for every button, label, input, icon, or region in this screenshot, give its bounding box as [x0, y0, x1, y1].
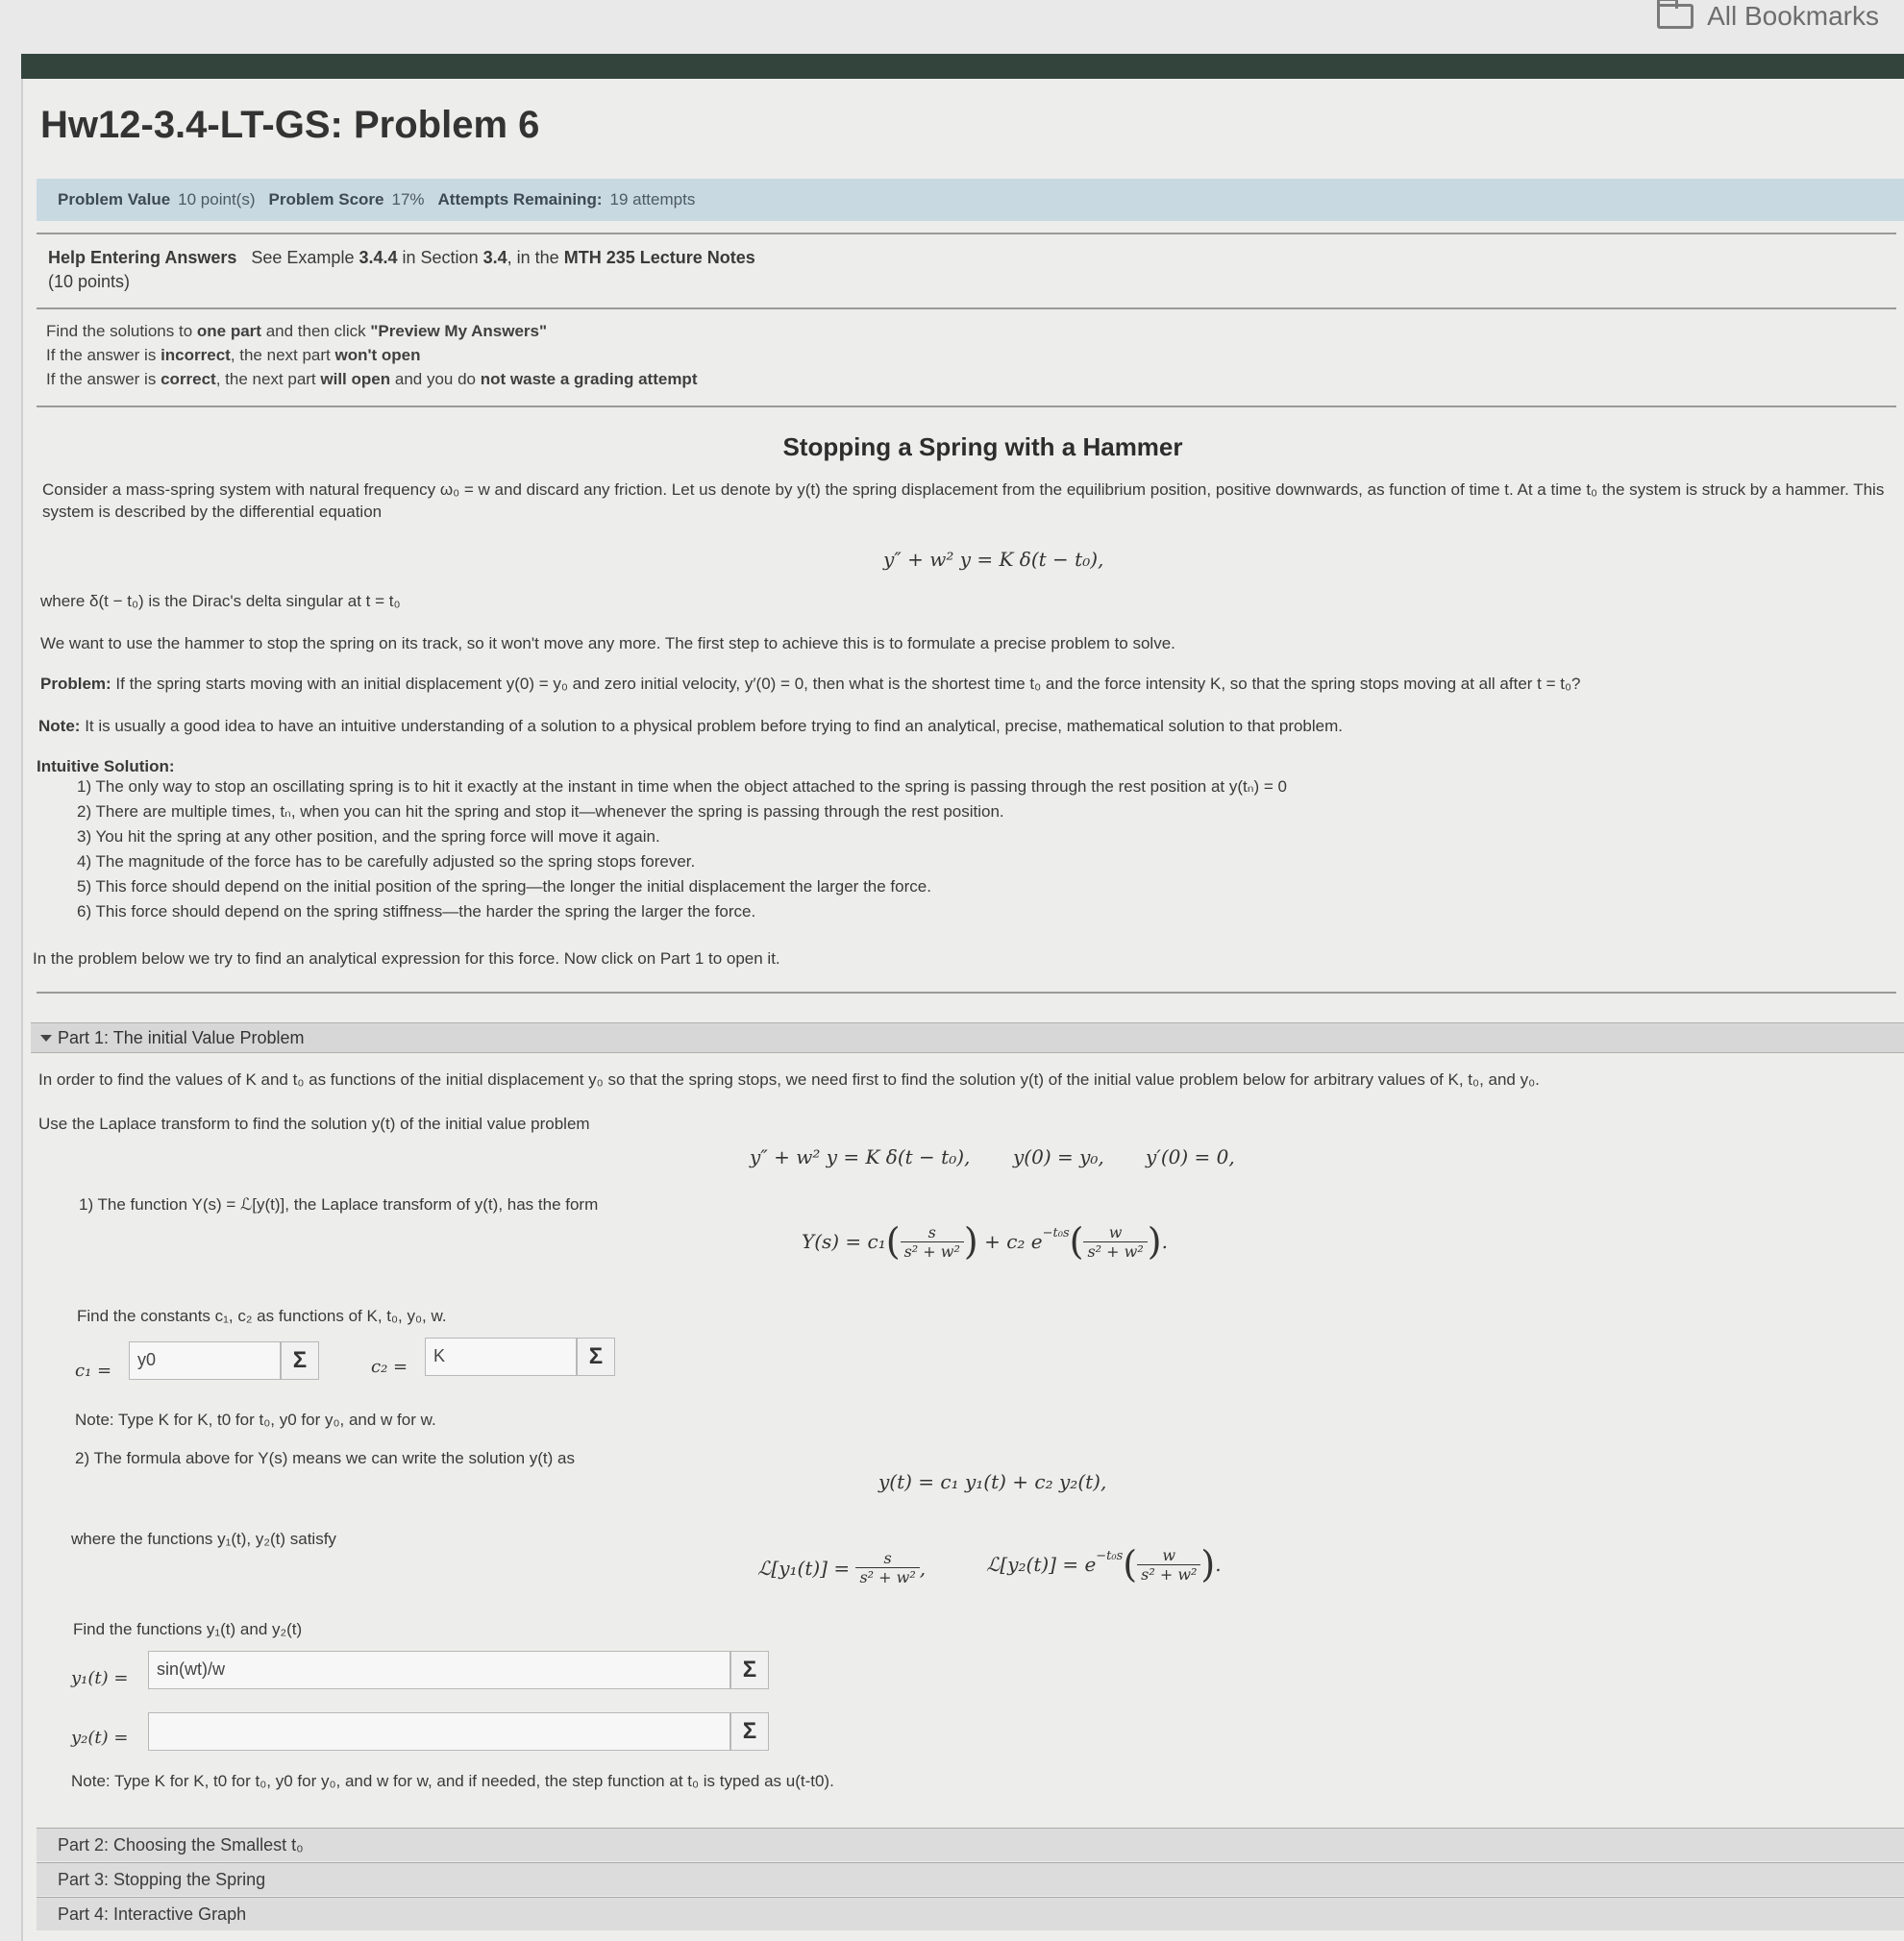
text: ,: [919, 1556, 927, 1580]
y1-equation-editor-button[interactable]: Σ: [730, 1651, 769, 1689]
help-entering-answers-link[interactable]: Help Entering Answers: [48, 248, 237, 267]
c1-label: c₁ =: [75, 1361, 112, 1381]
list-item: 2) There are multiple times, tₙ, when you can hit the spring and stop it—whenever the spring is passing through the rest position.: [77, 802, 1004, 821]
text: .: [1215, 1553, 1222, 1576]
laplace-form-equation: [802, 1220, 1168, 1263]
attempts-label: Attempts Remaining:: [437, 190, 603, 209]
text: Find the solutions to: [46, 322, 193, 340]
y2-input[interactable]: [148, 1712, 730, 1751]
page-title: Hw12-3.4-LT-GS: Problem 6: [40, 104, 540, 146]
laplace-y2-equation: [986, 1543, 1222, 1585]
list-item: 5) This force should depend on the initial position of the spring—the longer the initial displacement the larger the force.: [77, 877, 931, 896]
all-bookmarks-button[interactable]: [1657, 0, 1879, 33]
numerator: w: [1137, 1546, 1200, 1565]
note-type-variables: Note: Type K for K, t0 for t₀, y0 for y₀, and w for w.: [75, 1411, 436, 1429]
ivp-initial-condition-2: y′(0) = 0,: [1146, 1145, 1235, 1168]
denominator: s² + w²: [1087, 1241, 1144, 1261]
score-text: 17%: [391, 190, 425, 209]
paren: ): [1147, 1220, 1162, 1263]
fraction: [855, 1549, 919, 1586]
c1-equation-editor-button[interactable]: Σ: [281, 1341, 319, 1380]
part-3-toggle[interactable]: Part 3: Stopping the Spring: [37, 1862, 1904, 1896]
find-functions-text: Find the functions y₁(t) and y₂(t): [73, 1620, 303, 1638]
find-constants-text: Find the constants c₁, c₂ as functions of K, t₀, y₀, w.: [77, 1307, 447, 1325]
differential-equation: y″ + w² y = K δ(t − t₀),: [883, 548, 1104, 571]
problem-text: If the spring starts moving with an initial displacement y(0) = y₀ and zero initial velocity, y′(0) = 0, then what is the shortest time t₀ and the force intensity K, so that the spring stops moving at all after t = t₀?: [115, 675, 1581, 693]
c1-input[interactable]: y0: [129, 1341, 281, 1380]
y1-input[interactable]: sin(wt)/w: [148, 1651, 730, 1689]
intro-paragraph: Consider a mass-spring system with natural frequency ω₀ = w and discard any friction. Let us denote by y(t) the spring displacement from the equilibrium position, positive downwards, as function of time t. At a time t₀ the system is struck by a hammer. This system is described by the differential equation: [42, 480, 1885, 521]
intuitive-list: [77, 774, 1287, 924]
exponent: −t₀s: [1096, 1548, 1124, 1563]
delta-definition: where δ(t − t₀) is the Dirac's delta singular at t = t₀: [40, 592, 401, 610]
step-2-text: 2) The formula above for Y(s) means we can write the solution y(t) as: [75, 1449, 575, 1467]
fraction: [1137, 1546, 1200, 1584]
all-bookmarks-label: All Bookmarks: [1707, 1, 1879, 31]
list-item: 3) You hit the spring at any other position, and the spring force will move it again.: [77, 827, 660, 846]
problem-page: [21, 79, 1904, 1941]
fraction: [1083, 1223, 1147, 1261]
list-item: 6) This force should depend on the spring stiffness—the harder the spring the larger the force.: [77, 902, 756, 921]
ivp-initial-condition-1: y(0) = y₀,: [1013, 1145, 1104, 1168]
note-paragraph: [38, 715, 1343, 737]
problem-info-bar: [37, 179, 1904, 221]
part1-paragraph: In order to find the values of K and t₀ as functions of the initial displacement y₀ so that the spring stops, we need first to find the solution y(t) of the initial value problem below for arbitrary values of K, t₀, and y₀.: [38, 1070, 1540, 1089]
exponent: −t₀s: [1042, 1225, 1070, 1241]
c2-input[interactable]: K: [425, 1338, 577, 1376]
instruction-line: [46, 319, 697, 343]
text: "Preview My Answers": [370, 322, 548, 340]
denominator: s² + w²: [859, 1568, 916, 1586]
fraction: [901, 1223, 964, 1261]
text: ℒ[y₂(t)] = e: [986, 1553, 1097, 1576]
numerator: s: [855, 1549, 919, 1568]
text: + c₂ e: [984, 1230, 1043, 1253]
intuitive-label: Intuitive Solution:: [37, 757, 175, 775]
paren: (: [885, 1220, 901, 1263]
help-section: [48, 246, 755, 294]
text: and you do: [394, 370, 476, 388]
attempts-text: 19 attempts: [609, 190, 696, 209]
help-example: 3.4.4: [359, 248, 398, 267]
numerator: s: [901, 1223, 964, 1242]
triangle-down-icon: [40, 1035, 52, 1042]
c2-label: c₂ =: [371, 1357, 408, 1377]
step-1-text: 1) The function Y(s) = ℒ[y(t)], the Laplace transform of y(t), has the form: [79, 1195, 599, 1214]
c2-equation-editor-button[interactable]: Σ: [577, 1338, 615, 1376]
paren: (: [1123, 1543, 1138, 1585]
value-label: Problem Value: [58, 190, 171, 209]
text: If the answer is: [46, 370, 157, 388]
text: one part: [196, 322, 261, 340]
instruction-line: [46, 343, 697, 367]
folder-icon: [1657, 4, 1694, 29]
text: won't open: [334, 346, 421, 364]
part-2-toggle[interactable]: Part 2: Choosing the Smallest t₀: [37, 1828, 1904, 1861]
text: correct: [161, 370, 216, 388]
text: Y(s) = c₁: [802, 1230, 886, 1253]
denominator: s² + w²: [903, 1241, 960, 1261]
top-banner: [21, 54, 1904, 79]
help-text: See Example: [251, 248, 355, 267]
text: incorrect: [161, 346, 231, 364]
divider: [37, 405, 1896, 407]
numerator: w: [1083, 1223, 1147, 1242]
lecture-notes-link[interactable]: MTH 235 Lecture Notes: [563, 248, 755, 267]
part-4-toggle[interactable]: Part 4: Interactive Graph: [37, 1897, 1904, 1930]
y2-equation-editor-button[interactable]: Σ: [730, 1712, 769, 1751]
paren: ): [963, 1220, 978, 1263]
instruction-line: [46, 367, 697, 391]
goal-text: We want to use the hammer to stop the spring on its track, so it won't move any more. The first step to achieve this is to formulate a precise problem to solve.: [40, 634, 1175, 652]
score-label: Problem Score: [268, 190, 384, 209]
problem-statement: [40, 673, 1895, 695]
text: will open: [320, 370, 391, 388]
text: , the next part: [230, 346, 331, 364]
paren: ): [1200, 1543, 1216, 1585]
help-text: in Section: [402, 248, 479, 267]
section-heading: Stopping a Spring with a Hammer: [782, 432, 1183, 461]
divider: [37, 307, 1896, 309]
text: and then click: [265, 322, 366, 340]
note-text: It is usually a good idea to have an intuitive understanding of a solution to a physical problem before trying to find an analytical, precise, mathematical solution to that problem.: [85, 717, 1344, 735]
denominator: s² + w²: [1141, 1564, 1198, 1584]
part-1-toggle[interactable]: [31, 1022, 1904, 1053]
help-section-number: 3.4: [482, 248, 507, 267]
note-step-function: Note: Type K for K, t0 for t₀, y0 for y₀, and w for w, and if needed, the step function at t₀ is typed as u(t-t0).: [71, 1772, 834, 1790]
list-item: 4) The magnitude of the force has to be carefully adjusted so the spring stops forever.: [77, 852, 696, 871]
part1-instruction: Use the Laplace transform to find the solution y(t) of the initial value problem: [38, 1115, 590, 1133]
list-item: 1) The only way to stop an oscillating spring is to hit it exactly at the instant in time when the object attached to the spring is passing through the rest position at y(tₙ) = 0: [77, 777, 1288, 796]
help-text: , in the: [507, 248, 559, 267]
text: not waste a grading attempt: [480, 370, 698, 388]
ivp-equation: y″ + w² y = K δ(t − t₀),: [750, 1145, 971, 1168]
paren: (: [1069, 1220, 1084, 1263]
instructions: [46, 319, 697, 391]
text: ℒ[y₁(t)] =: [757, 1556, 851, 1580]
divider: [37, 233, 1896, 234]
divider: [37, 992, 1896, 994]
laplace-y1-equation: [757, 1549, 926, 1586]
part-1-title: Part 1: The initial Value Problem: [58, 1027, 305, 1047]
points-text: (10 points): [48, 272, 131, 291]
note-label: Note:: [38, 717, 81, 735]
y2-label: y₂(t) =: [71, 1728, 129, 1748]
solution-form-equation: y(t) = c₁ y₁(t) + c₂ y₂(t),: [878, 1470, 1107, 1493]
where-functions-text: where the functions y₁(t), y₂(t) satisfy: [71, 1530, 336, 1548]
value-text: 10 point(s): [178, 190, 256, 209]
part-intro: In the problem below we try to find an analytical expression for this force. Now click on Part 1 to open it.: [33, 949, 780, 968]
text: .: [1161, 1230, 1168, 1253]
text: , the next part: [215, 370, 316, 388]
y1-label: y₁(t) =: [71, 1668, 129, 1688]
problem-label: Problem:: [40, 675, 111, 693]
text: If the answer is: [46, 346, 157, 364]
